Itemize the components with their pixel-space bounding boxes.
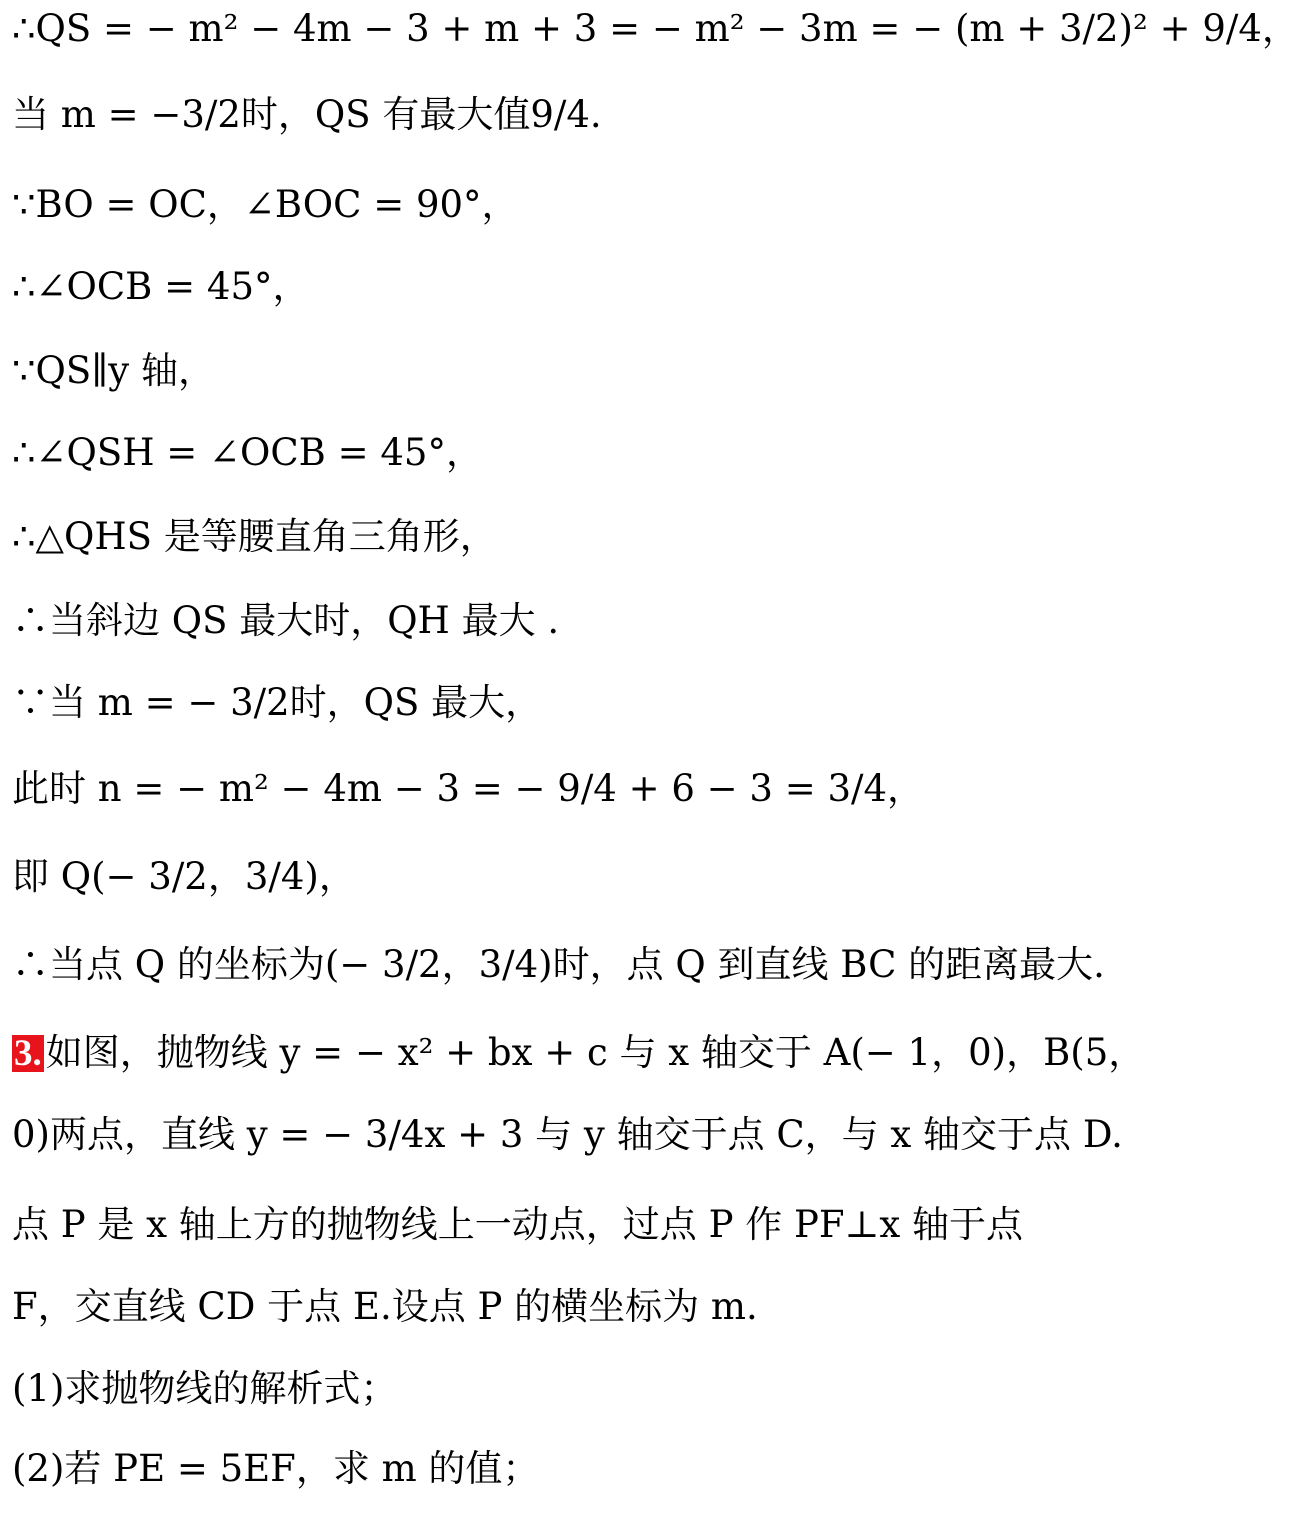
solution-line: ∴当斜边 QS 最大时，QH 最大 .: [12, 599, 560, 642]
solution-line: ∴∠OCB = 45°，: [12, 265, 310, 308]
solution-line: ∵BO = OC，∠BOC = 90°，: [12, 183, 519, 226]
solution-line: ∴△QHS 是等腰直角三角形，: [12, 515, 497, 558]
problem-line: F，交直线 CD 于点 E.设点 P 的横坐标为 m.: [12, 1285, 758, 1328]
solution-line: ∵当 m = − 3/2时，QS 最大，: [12, 681, 543, 724]
solution-line: 此时 n = − m² − 4m − 3 = − 9/4 + 6 − 3 = 3/4，: [12, 767, 925, 810]
solution-line: ∴当点 Q 的坐标为(− 3/2，3/4)时，点 Q 到直线 BC 的距离最大.: [12, 943, 1105, 986]
solution-line: 当 m = −3/2时，QS 有最大值9/4.: [12, 93, 602, 136]
solution-line: ∵QS∥y 轴，: [12, 349, 215, 392]
problem-line: 0)两点，直线 y = − 3/4x + 3 与 y 轴交于点 C，与 x 轴交于点 D.: [12, 1113, 1123, 1156]
solution-line: 即 Q(− 3/2，3/4)，: [12, 855, 356, 898]
problem-question-2: (2)若 PE = 5EF，求 m 的值；: [12, 1447, 540, 1490]
problem-question-1: (1)求抛物线的解析式；: [12, 1367, 398, 1410]
problem-line: 3. 如图，抛物线 y = − x² + bx + c 与 x 轴交于 A(− 1，0)，B(5，: [14, 1031, 1146, 1074]
problem-line: 点 P 是 x 轴上方的抛物线上一动点，过点 P 作 PF⊥x 轴于点: [12, 1203, 1023, 1246]
solution-line: ∴QS = − m² − 4m − 3 + m + 3 = − m² − 3m = − (m + 3/2)² + 9/4，: [12, 7, 1299, 50]
solution-line: ∴∠QSH = ∠OCB = 45°，: [12, 431, 483, 474]
problem-number-badge: 3.: [14, 1033, 42, 1074]
